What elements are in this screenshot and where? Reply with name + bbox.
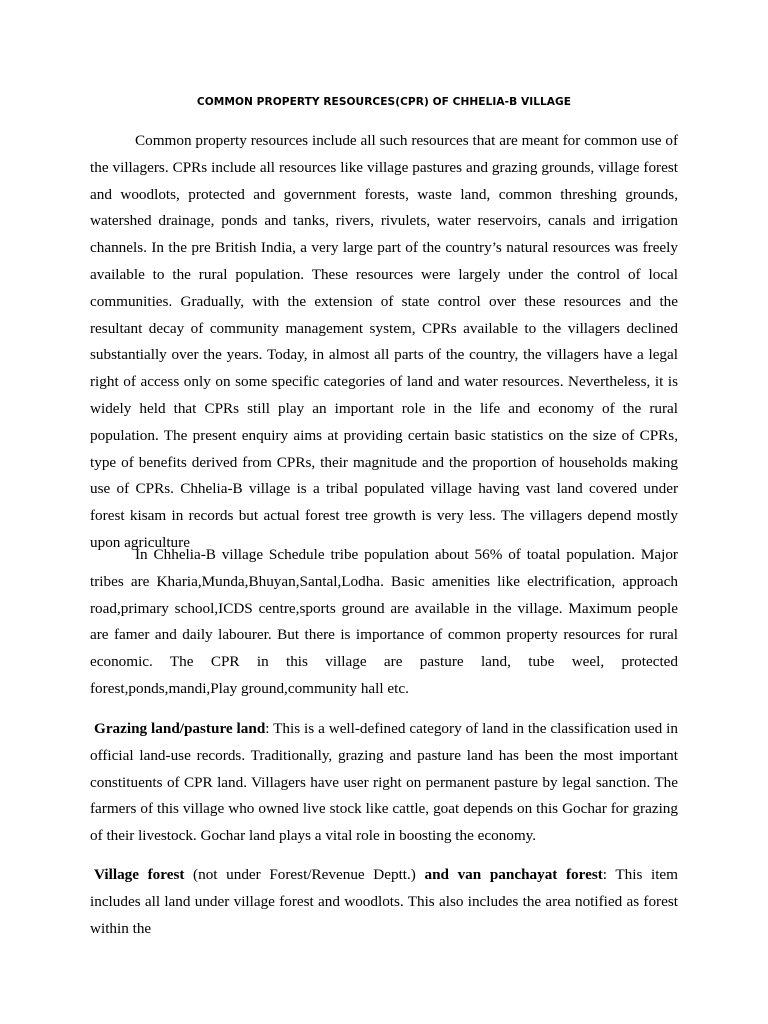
paragraph-village-demographics: In Chhelia-B village Schedule tribe population about 56% of toatal population. Major tribes are Kharia,Munda,Bhuyan,Santal,Lodha. Basic amenities like electrification, approach road,primary school,ICDS centre,sports ground are available in the village. Maximum people are famer and daily labourer. But there is importance of common property resources for rural economic. The CPR in this village are pasture land, tube weel, protected forest,ponds,mandi,Play ground,community hall etc. xyxy=(90,546,678,697)
heading-van-panchayat-forest: and van panchayat forest xyxy=(424,866,603,883)
grazing-land-text: : This is a well-defined category of land in the classification used in official land-use records. Traditionally, grazing and pasture land has been the most important constituents of CPR land. Villagers have user right on permanent pasture by legal sanction. The farmers of this village who owned live stock like cattle, goat depends on this Gochar for grazing of their livestock. Gochar land plays a vital role in boosting the economy. xyxy=(90,720,678,845)
paragraph-introduction: Common property resources include all such resources that are meant for common use of the villagers. CPRs include all resources like village pastures and grazing grounds, village forest and woodlots, protected and government forests, waste land, common threshing grounds, watershed drainage, ponds and tanks, rivers, rivulets, water reservoirs, canals and irrigation channels. In the pre British India, a very large part of the country’s natural resources was freely available to the rural population. These resources were largely under the control of local communities. Gradually, with the extension of state control over these resources and the resultant decay of community management system, CPRs available to the villagers declined substantially over the years. Today, in almost all parts of the country, the villagers have a legal right of access only on some specific categories of land and water resources. Nevertheless, it is widely held that CPRs still play an important role in the life and economy of the rural population. The present enquiry aims at providing certain basic statistics on the size of CPRs, type of benefits derived from CPRs, their magnitude and the proportion of households making use of CPRs. Chhelia-B village is a tribal populated village having vast land covered under forest kisam in records but actual forest tree growth is very less. The villagers depend mostly upon agriculture xyxy=(90,132,678,551)
paragraph-village-forest xyxy=(90,862,678,942)
village-forest-text-1: (not under Forest/Revenue Deptt.) xyxy=(184,866,425,883)
village-forest-text-2: : This item includes all land under village forest and woodlots. This also includes the area notified as forest within the xyxy=(90,866,678,937)
document-title: COMMON PROPERTY RESOURCES(CPR) OF CHHELIA-B VILLAGE xyxy=(196,96,572,108)
heading-grazing-land: Grazing land/pasture land xyxy=(94,720,266,737)
heading-village-forest: Village forest xyxy=(94,866,185,883)
paragraph-grazing-land xyxy=(90,716,678,850)
